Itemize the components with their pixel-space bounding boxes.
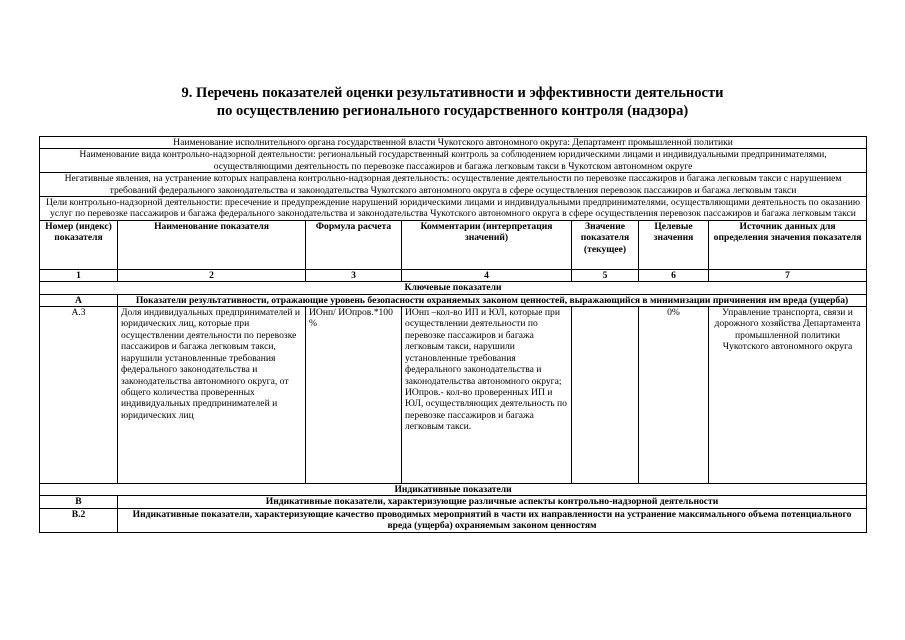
indicator-comments: ИОнп –кол-во ИП и ЮЛ, которые при осуществлении деятельности по перевозке пассажиров и багажа легковым такси, нарушили установленные требования федерального законодательства и законодательства автономного округа; ИОпров.- кол-во проверенных ИП и ЮЛ, осуществляющих деятельность по перевозке пассажиров и багажа легковым такси. — [402, 307, 572, 484]
section-b2-title: Индикативные показатели, характеризующие качество проводимых мероприятий в части их направленности на устранение максимального объема потенциального вреда (ущерба) охраняемым законом ценностям — [118, 508, 867, 532]
section-key-title: Ключевые показатели — [40, 282, 867, 294]
section-b-row — [40, 496, 867, 508]
row-number: А.3 — [40, 307, 118, 484]
activity-name: Наименование вида контрольно-надзорной деятельности: региональный государственный контроль за соблюдением юридическими лицами и индивидуальными предпринимателями, осуществляющими деятельность по перевозке пассажиров и багажа легковым такси в Чукотском автономном округе — [40, 149, 867, 173]
indicator-name: Доля индивидуальных предпринимателей и юридических лиц, которые при осуществлении деятельности по перевозке пассажиров и багажа легковым такси, нарушили установленные требования федерального законодательства и законодательства автономного округа, от общего количества проверенных индивидуальных предпринимателей и юридических лиц — [118, 307, 306, 484]
section-b-title: Индикативные показатели, характеризующие различные аспекты контрольно-надзорной деятельности — [118, 496, 867, 508]
section-b2-row — [40, 508, 867, 532]
column-number: 6 — [639, 269, 709, 281]
document-title — [0, 84, 905, 120]
header-current: Значение показателя (текущее) — [572, 220, 639, 269]
info-row-negative — [40, 173, 867, 197]
section-a-code: А — [40, 294, 118, 306]
info-row-activity — [40, 149, 867, 173]
indicator-target-value: 0% — [639, 307, 709, 484]
header-comments: Комментарии (интерпретация значений) — [402, 220, 572, 269]
section-a-title: Показатели результативности, отражающие уровень безопасности охраняемых законом ценностей, выражающийся в минимизации причинения им вреда (ущерба) — [118, 294, 867, 306]
section-indicative-row — [40, 484, 867, 496]
indicator-formula: ИОнп/ ИОпров.*100 % — [306, 307, 402, 484]
indicators-table — [39, 136, 867, 533]
column-number: 1 — [40, 269, 118, 281]
column-number: 4 — [402, 269, 572, 281]
section-b-code: В — [40, 496, 118, 508]
organ-name: Наименование исполнительного органа государственной власти Чукотского автономного округа: Департамент промышленной политики — [40, 137, 867, 149]
negative-phenomena: Негативные явления, на устранение которых направлена контрольно-надзорная деятельность: осуществление деятельности по перевозке пассажиров и багажа легковым такси с нарушением требований федерального законодательства и законодательства Чукотского автономного округа в сфере осуществления перевозок пассажиров и багажа легковым такси — [40, 173, 867, 197]
section-key-row — [40, 282, 867, 294]
section-b2-code: В.2 — [40, 508, 118, 532]
column-number-row — [40, 269, 867, 281]
section-indicative-title: Индикативные показатели — [40, 484, 867, 496]
header-source: Источник данных для определения значения показателя — [709, 220, 867, 269]
column-number: 2 — [118, 269, 306, 281]
indicator-current-value — [572, 307, 639, 484]
info-row-organ — [40, 137, 867, 149]
column-number: 7 — [709, 269, 867, 281]
section-a-row — [40, 294, 867, 306]
header-formula: Формула расчета — [306, 220, 402, 269]
activity-goals: Цели контрольно-надзорной деятельности: пресечение и предупреждение нарушений юридическими лицами и индивидуальными предпринимателями, осуществляющими деятельность по оказанию услуг по перевозке пассажиров и багажа федерального законодательства и законодательства Чукотского автономного округа в сфере осуществления перевозок пассажиров и багажа легковым такси — [40, 197, 867, 221]
header-name: Наименование показателя — [118, 220, 306, 269]
header-number: Номер (индекс) показателя — [40, 220, 118, 269]
header-target: Целевые значения — [639, 220, 709, 269]
table-row — [40, 307, 867, 484]
column-number: 5 — [572, 269, 639, 281]
table-header-row — [40, 220, 867, 269]
info-row-goals — [40, 197, 867, 221]
title-line-1: 9. Перечень показателей оценки результативности и эффективности деятельности — [181, 85, 724, 101]
column-number: 3 — [306, 269, 402, 281]
title-line-2: по осуществлению регионального государственного контроля (надзора) — [216, 103, 689, 119]
indicator-data-source: Управление транспорта, связи и дорожного хозяйства Департамента промышленной политики Чукотского автономного округа — [709, 307, 867, 484]
